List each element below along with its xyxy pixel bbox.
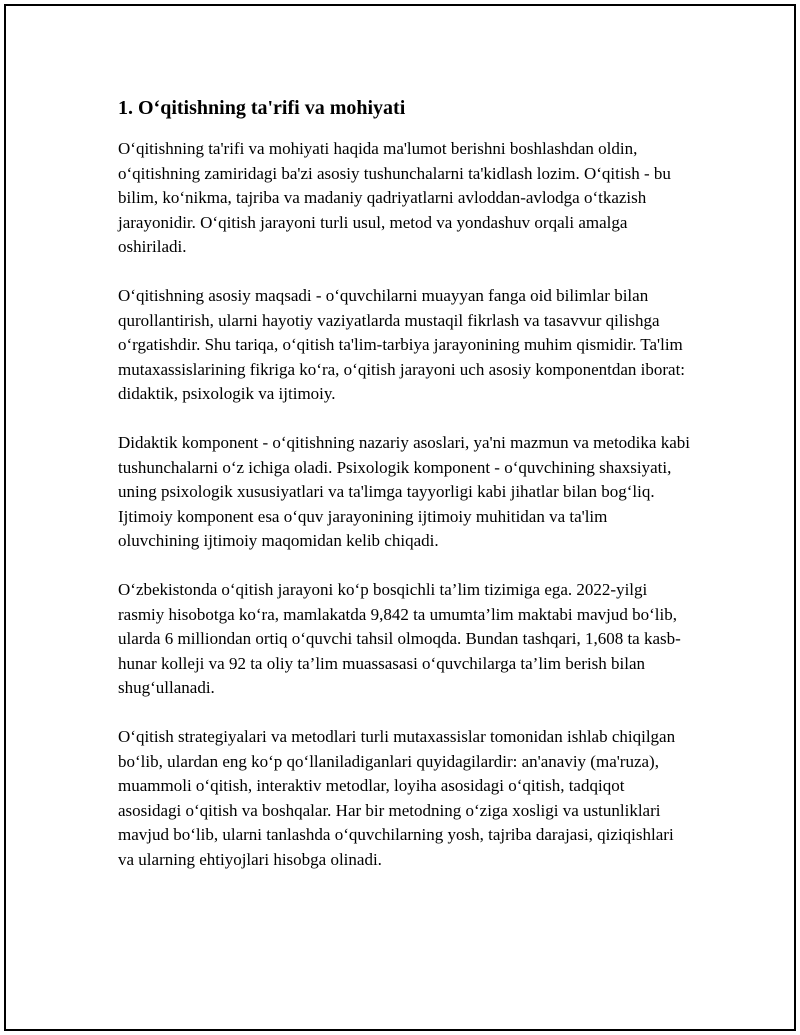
paragraph-5: O‘qitish strategiyalari va metodlari turli mutaxassislar tomonidan ishlab chiqilgan bo‘lib, ulardan eng ko‘p qo‘llaniladiganlari quyidagilardir: an'anaviy (ma'ruza), muammoli o‘qitish, interaktiv metodlar, loyiha asosidagi o‘qitish, tadqiqot asosidagi o‘qitish va boshqalar. Har bir metodning o‘ziga xosligi va ustunliklari mavjud bo‘lib, ularni tanlashda o‘quvchilarning yosh, tajriba darajasi, qiziqishlari va ularning ehtiyojlari hisobga olinadi. xyxy=(118,727,676,869)
section-heading: 1. O‘qitishning ta'rifi va mohiyati xyxy=(118,97,406,119)
paragraph-2: O‘qitishning asosiy maqsadi - o‘quvchilarni muayyan fanga oid bilimlar bilan qurollantirish, ularni hayotiy vaziyatlarda mustaqil fikrlash va tasavvur qilishga o‘rgatishdir. Shu tariqa, o‘qitish ta'lim-tarbiya jarayonining muhim qismidir. Ta'lim mutaxassislarining fikriga ko‘ra, o‘qitish jarayoni uch asosiy komponentdan iborat: didaktik, psixologik va ijtimoiy. xyxy=(118,286,686,403)
paragraph-3: Didaktik komponent - o‘qitishning nazariy asoslari, ya'ni mazmun va metodika kabi tushunchalarni o‘z ichiga oladi. Psixologik komponent - o‘quvchining shaxsiyati, uning psixologik xususiyatlari va ta'limga tayyorligi kabi jihatlar bilan bog‘liq. Ijtimoiy komponent esa o‘quv jarayonining ijtimoiy muhitidan va ta'lim oluvchining ijtimoiy maqomidan kelib chiqadi. xyxy=(118,433,690,550)
paragraph-1: O‘qitishning ta'rifi va mohiyati haqida ma'lumot berishni boshlashdan oldin, o‘qitishning zamiridagi ba'zi asosiy tushunchalarni ta'kidlash lozim. O‘qitish - bu bilim, ko‘nikma, tajriba va madaniy qadriyatlarni avloddan-avlodga o‘tkazish jarayonidir. O‘qitish jarayoni turli usul, metod va yondashuv orqali amalga oshiriladi. xyxy=(118,139,671,256)
document-body xyxy=(118,94,690,897)
paragraph-4: O‘zbekistonda o‘qitish jarayoni ko‘p bosqichli ta’lim tizimiga ega. 2022-yilgi rasmiy hisobotga ko‘ra, mamlakatda 9,842 ta umumta’lim maktabi mavjud bo‘lib, ularda 6 milliondan ortiq o‘quvchi tahsil olmoqda. Bundan tashqari, 1,608 ta kasb-hunar kolleji va 92 ta oliy ta’lim muassasasi o‘quvchilarga ta’lim berish bilan shug‘ullanadi. xyxy=(118,580,681,697)
